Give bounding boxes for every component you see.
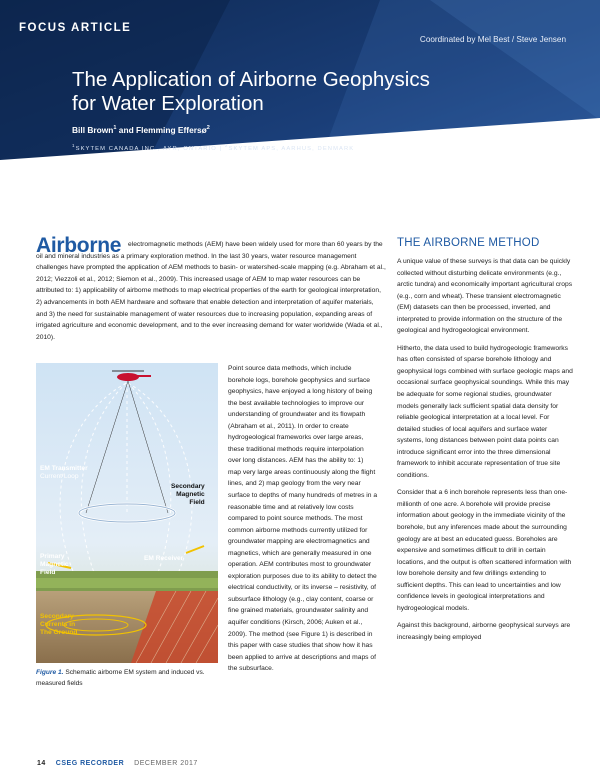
article-title xyxy=(72,68,512,116)
label-secondary-field xyxy=(171,483,205,507)
figure-number: Figure 1. xyxy=(36,669,64,676)
section-heading: THE AIRBORNE METHOD xyxy=(397,237,540,249)
affil-2: SKYTEM APS, AARHUS, DENMARK xyxy=(228,145,355,152)
header-band xyxy=(0,0,600,215)
focus-article-label: FOCUS ARTICLE xyxy=(19,22,132,34)
affil-1-sup: 1 xyxy=(72,143,76,148)
affiliations xyxy=(72,143,354,152)
right-paragraph-2: Hitherto, the data used to build hydrogeologic frameworks has often consisted of sparse borehole lithology and geophysical logs combined with surface geologic maps and occasional surface geophysical soundings. While this may be adequate for some regional studies, groundwater models generally lack sufficient spatial data density for reliable geological interpretation at a local level. For detailed studies of local aquifers and surface water systems, long distances between point data points can introduce significant error into the three dimensional framework to inhibit accurate representation of true site conditions. xyxy=(397,344,573,479)
figure-caption xyxy=(36,668,216,689)
magazine-name: CSEG RECORDER xyxy=(55,760,125,767)
label-transmitter-line2: Current Loop xyxy=(40,473,79,480)
figure-1 xyxy=(36,363,218,663)
label-primary-line2: Magnetic xyxy=(40,561,69,568)
right-paragraph-4: Against this background, airborne geophysical surveys are increasingly being employed xyxy=(397,622,571,641)
intro-text: electromagnetic methods (AEM) have been widely used for more than 60 years by the oil and mineral industries as a primary exploration method. In the last 30 years, water resource management challenges have prompted the application of AEM methods to basin- or watershed-scale mapping (e.g. Abraham et al., 2012; Viezzoli et al., 2012; Siemon et al., 2009). This increased usage of AEM to map water resources can be attributed to: 1) applicability of airborne methods to map electrical properties of the earth for geological interpretation, 2) advancements in both AEM hardware and software that enable detection and interpretation of aquifer materials, and 3) the need for sustainable management of water resources due to increasing population, expanding areas of irrigated agriculture and economic development, and to the ever increasing demand for water worldwide (Wada et al., 2010). xyxy=(36,241,386,341)
label-currents-line2: Currents in xyxy=(40,621,76,628)
middle-column-text: Point source data methods, which include borehole logs, borehole geophysics and surface geophysics, have enjoyed a long history of being the best available technologies to improve our understanding of groundwater and its flowpath (Abraham et al., 2011). In order to create hydrogeological frameworks over large areas, these traditional methods require interpolation over long distances. AEM has the ability to: 1) map very large areas continuously along the flight lines, and 2) map geology from the very near surface to depths of many hundreds of metres in a reasonable time and at relatively low costs compared to point source methods. The most common airborne methods currently utilized for groundwater mapping are electromagnetics and magnetics, which are generally measured in one operation. AEM contributes most to groundwater exploration purposes due to its ability to detect the electrical conductivity, or its inverse – resistivity, of subsurface lithology (e.g., clay content, coarse or fine grained materials, groundwater salinity and aquifer conditions (Kirsch, 2006; Auken et al., 2009). The method (see Figure 1) is described in this paper with case studies that show how it has been applied to arrive at descriptions and maps of the subsurface. xyxy=(228,365,378,673)
lead-word: Airborne xyxy=(36,234,122,257)
figure-caption-text: Schematic airborne EM system and induced vs. measured fields xyxy=(36,669,205,687)
page-number: 14 xyxy=(37,760,46,767)
right-column xyxy=(397,237,573,650)
title-line-1: The Application of Airborne Geophysics xyxy=(72,68,430,91)
label-secondary-line1: Secondary xyxy=(171,483,205,490)
authors xyxy=(72,125,210,135)
label-em-receiver: EM Receiver xyxy=(144,555,184,562)
label-primary-line1: Primary xyxy=(40,553,65,560)
right-paragraph-3: Consider that a 6 inch borehole represents less than one-millionth of one acre. A borehole will provide precise information about geology in the immediate vicinity of the borehole, but any inferences made about the surrounding geology are at best an educated guess. Boreholes are expensive and sometimes difficult to drill in certain locations, and the output is often scattered information with low borehole density and few drillings extending to sufficient depths. This can lead to uncertainties and low confidence levels in geological interpretations and hydrogeological models. xyxy=(397,489,572,612)
label-primary-field xyxy=(40,553,69,577)
coordinated-by: Coordinated by Mel Best / Steve Jensen xyxy=(419,35,566,44)
right-paragraph-1: A unique value of these surveys is that data can be quickly collected without disturbing delicate environments (e.g., arctic tundra) and economically important agricultural crops (e.g., corn and wheat). These transient electromagnetic (EM) datasets can then be processed, inverted, and interpreted to provide information on the structure of the geological and hydrogeological environment. xyxy=(397,258,573,335)
label-secondary-line2: Magnetic xyxy=(176,491,205,498)
label-ground-currents xyxy=(40,613,77,637)
label-currents-line3: The Ground xyxy=(40,629,78,636)
label-primary-line3: Field xyxy=(40,569,56,576)
author-1: Bill Brown xyxy=(72,125,114,135)
label-transmitter-line1: EM Transmitter xyxy=(40,465,88,472)
title-line-2: for Water Exploration xyxy=(72,92,264,115)
issue-date: DECEMBER 2017 xyxy=(134,760,198,767)
author-separator: and xyxy=(116,125,137,135)
label-secondary-line3: Field xyxy=(189,499,205,506)
intro-paragraph xyxy=(36,239,386,343)
affil-2-sup: 2 xyxy=(224,143,229,148)
author-1-sup: 1 xyxy=(113,125,117,132)
affil-1: SKYTEM CANADA INC., AYR, ONTARIO | xyxy=(75,145,225,152)
label-currents-line1: Secondary xyxy=(40,613,74,620)
author-2-sup: 2 xyxy=(206,125,210,132)
label-em-transmitter xyxy=(40,465,88,481)
page-footer xyxy=(37,760,198,767)
author-2: Flemming Effersø xyxy=(136,125,207,135)
